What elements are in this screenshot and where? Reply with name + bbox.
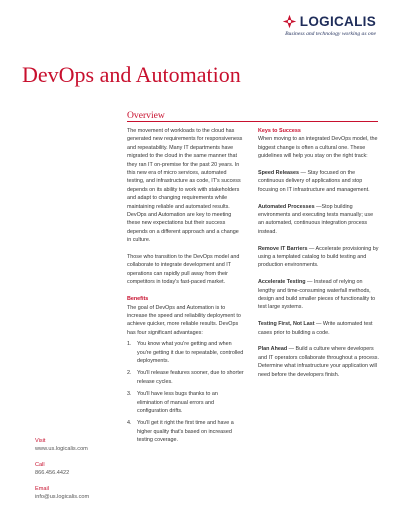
list-item-text: You know what you're getting and when you're getting it due to repeatable, controlled deployments. [137, 341, 244, 364]
right-column [258, 127, 380, 379]
logo [246, 14, 376, 37]
key-text: — Accelerate provisioning by using a templated catalog to build testing and production environments. [258, 245, 379, 269]
key-item [258, 203, 380, 237]
keys-intro: When moving to an integrated DevOps model, the biggest change is often a cultural one. These guidelines will help you stay on the right track: [258, 136, 378, 160]
list-item-text: You'll get it right the first time and have a higher quality that's based on increased testing coverage. [137, 420, 234, 444]
key-term: Accelerate Testing [258, 279, 306, 286]
keys-heading: Keys to Success [258, 128, 301, 134]
section-heading-overview: Overview [127, 110, 165, 121]
contact-email-label: Email [35, 486, 49, 492]
left-column [127, 127, 244, 449]
list-item-number: 2. [127, 370, 132, 377]
section-divider [127, 121, 378, 122]
contact-email [35, 485, 89, 502]
list-item-text: You'll release features sooner, due to shorter release cycles. [137, 370, 244, 385]
key-term: Testing First, Not Last [258, 321, 315, 328]
key-term: Remove IT Barriers [258, 245, 308, 252]
contact-visit-label: Visit [35, 438, 46, 444]
benefits-intro: The goal of DevOps and Automation is to increase the speed and reliability deployment to achieve quicker, more reliable results. DevOps has four significant advantages: [127, 304, 241, 336]
list-item [127, 369, 244, 386]
intro-paragraph: The movement of workloads to the cloud has generated new requirements for responsiveness and repeatability. Many IT departments have migrated to the cloud in the same manner that they ran IT on-premise for the past 20 years. In this new era of micro services, automated testing, and infrastructure as code, IT's success depends on its ability to work with stakeholders and adapt to changing requirements while maintaining reliable and automated results. DevOps and Automation are key to meeting these new expectations but their success depends on a different approach and a change in culture. [127, 128, 243, 244]
logo-tagline: Business and technology working as one [285, 31, 376, 37]
list-item [127, 340, 244, 365]
key-item [258, 320, 380, 337]
key-item [258, 278, 380, 312]
key-term: Automated Processes [258, 203, 315, 210]
key-item [258, 345, 380, 379]
intro-paragraph: Those who transition to the DevOps model and collaborate to integrate development and IT operations can rapidly pull away from their competitors in today's fast-paced market. [127, 254, 240, 286]
key-item [258, 169, 380, 194]
list-item-number: 4. [127, 420, 132, 427]
contact-call-label: Call [35, 462, 45, 468]
key-item [258, 245, 380, 270]
list-item-number: 1. [127, 341, 132, 348]
key-term: Speed Releases [258, 170, 300, 177]
list-item-text: You'll have less bugs thanks to an elimination of manual errors and configuration drifts. [137, 391, 218, 414]
page-title: DevOps and Automation [22, 62, 241, 87]
contact-call [35, 461, 69, 478]
key-text: — Instead of relying on lengthy and time-consuming waterfall methods, design and build smaller pieces of functionality to test large systems. [258, 279, 376, 311]
key-term: Plan Ahead [258, 346, 288, 353]
logicalis-logo-icon [282, 14, 297, 29]
phone-number[interactable]: 866.456.4422 [35, 470, 70, 477]
list-item [127, 390, 244, 415]
key-text: —Stop building environments and executing tests manually; use an automated, continuous integration process instead. [258, 203, 374, 235]
email-link[interactable]: info@us.logicalis.com [35, 494, 90, 501]
key-text: — Write automated test cases prior to building a code. [258, 321, 373, 336]
benefits-list [127, 340, 244, 444]
contact-visit [35, 437, 88, 454]
logo-wordmark: LOGICALIS [299, 14, 376, 29]
key-text: — Stay focused on the continuous delivery of applications and stop focusing on IT infrastructure and management. [258, 170, 370, 193]
key-text: — Build a culture where developers and IT operators collaborate throughout a process. Determine what infrastructure your application will need before the developers finish. [258, 346, 379, 378]
website-link[interactable]: www.us.logicalis.com [35, 446, 88, 453]
list-item-number: 3. [127, 391, 132, 398]
benefits-heading: Benefits [127, 296, 149, 303]
list-item [127, 419, 244, 444]
